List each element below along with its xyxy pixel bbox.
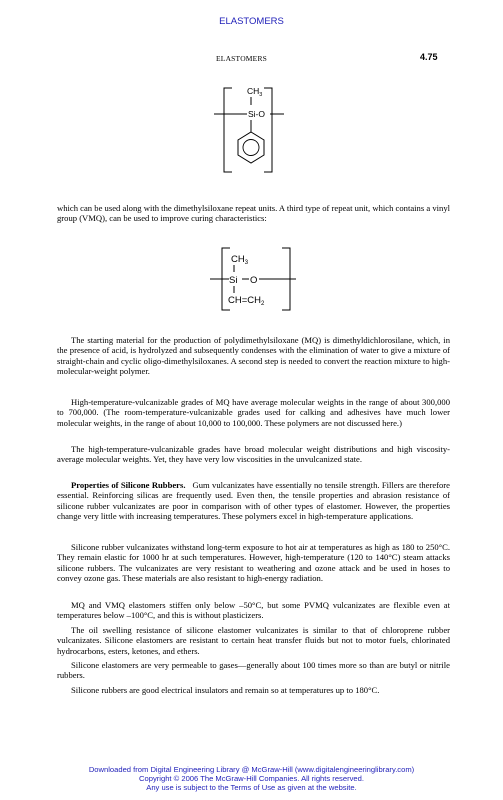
footer-download-link[interactable]: Downloaded from Digital Engineering Library @ McGraw-Hill (www.digitalengineeringlibrary.com) [88, 765, 415, 774]
body-paragraph: High-temperature-vulcanizable grades of MQ have average molecular weights in the range of about 300,000 to 700,000. (The room-temperature-vulcanizable grades used for calking and adhesives have much lower molecular weights, in the range of about 10,000 to 100,000. These polymers are not discussed here.) [57, 397, 450, 428]
vinyl-group-label: $CH=CH_2$ [228, 295, 265, 307]
page-number: 4.75 [420, 52, 438, 62]
vinyl-siloxane-structure [200, 246, 300, 314]
footer-terms-link[interactable]: Any use is subject to the Terms of Use as given at the website. [146, 783, 357, 793]
footer-copyright-link[interactable]: Copyright © 2006 The McGraw-Hill Companies. All rights reserved. [139, 774, 364, 784]
methyl-group-label: $CH_3$ [247, 86, 263, 98]
body-paragraph: Silicone rubber vulcanizates withstand long-term exposure to hot air at temperatures as high as 180 to 250°C. They remain elastic for 1000 hr at such temperatures. However, high-temperature (120 to 140°C) steam attacks silicone rubbers. The vulcanizates are very resistant to weathering and ozone attack and be used in hoses to convey ozone gas. These materials are also resistant to high-energy radiation. [57, 542, 450, 584]
methyl-group-label: $CH_3$ [231, 254, 249, 266]
intro-paragraph: which can be used along with the dimethylsiloxane repeat units. A third type of repeat unit, which contains a vinyl group (VMQ), can be used to improve curing characteristics: [57, 203, 450, 224]
body-paragraph: The oil swelling resistance of silicone elastomer vulcanizates is similar to that of chloroprene rubber vulcanizates. Silicone elastomers are resistant to certain heat transfer fluids but not to motor fuels, chlorinated hydrocarbons, esters, ketones, and ethers. [57, 625, 450, 656]
body-paragraph: MQ and VMQ elastomers stiffen only below –50°C, but some PVMQ vulcanizates are flexible even at temperatures below –100°C, and this is without plasticizers. [57, 600, 450, 621]
body-paragraph: Silicone elastomers are very permeable to gases—generally about 100 times more so than are butyl or nitrile rubbers. [57, 660, 450, 681]
properties-paragraph [57, 480, 450, 522]
section-heading: Properties of Silicone Rubbers. [71, 480, 186, 490]
phenyl-siloxane-structure [200, 84, 300, 180]
si-o-label: Si-O [248, 109, 265, 119]
book-banner[interactable]: ELASTOMERS [219, 16, 284, 27]
download-footer [0, 765, 503, 793]
body-paragraph: The high-temperature-vulcanizable grades have broad molecular weight distributions and high viscosity-average molecular weights. Yet, they have very low viscosities in the unvulcanized state. [57, 444, 450, 465]
si-label: Si [229, 275, 238, 286]
o-label: O [250, 275, 258, 286]
body-paragraph: Silicone rubbers are good electrical insulators and remain so at temperatures up to 180°C. [71, 685, 380, 695]
properties-text: Gum vulcanizates have essentially no tensile strength. Fillers are therefore essential. Reinforcing silicas are frequently used. Even then, the tensile properties and abrasion resistance of silicone rubber vulcanizates are poor in comparison with of other types of elastomer. However, the properties change very little with increasing temperatures. These polymers excel in high-temperature applications. [57, 480, 450, 522]
body-paragraph: The starting material for the production of polydimethylsiloxane (MQ) is dimethyldichlorosilane, which, in the presence of acid, is hydrolyzed and subsequently condenses with the elimination of water to give a mixture of straight-chain and cyclic oligo-dimethylsiloxanes. A second step is needed to convert the reaction mixture to high-molecular-weight polymer. [57, 335, 450, 377]
running-head: ELASTOMERS [216, 54, 268, 63]
